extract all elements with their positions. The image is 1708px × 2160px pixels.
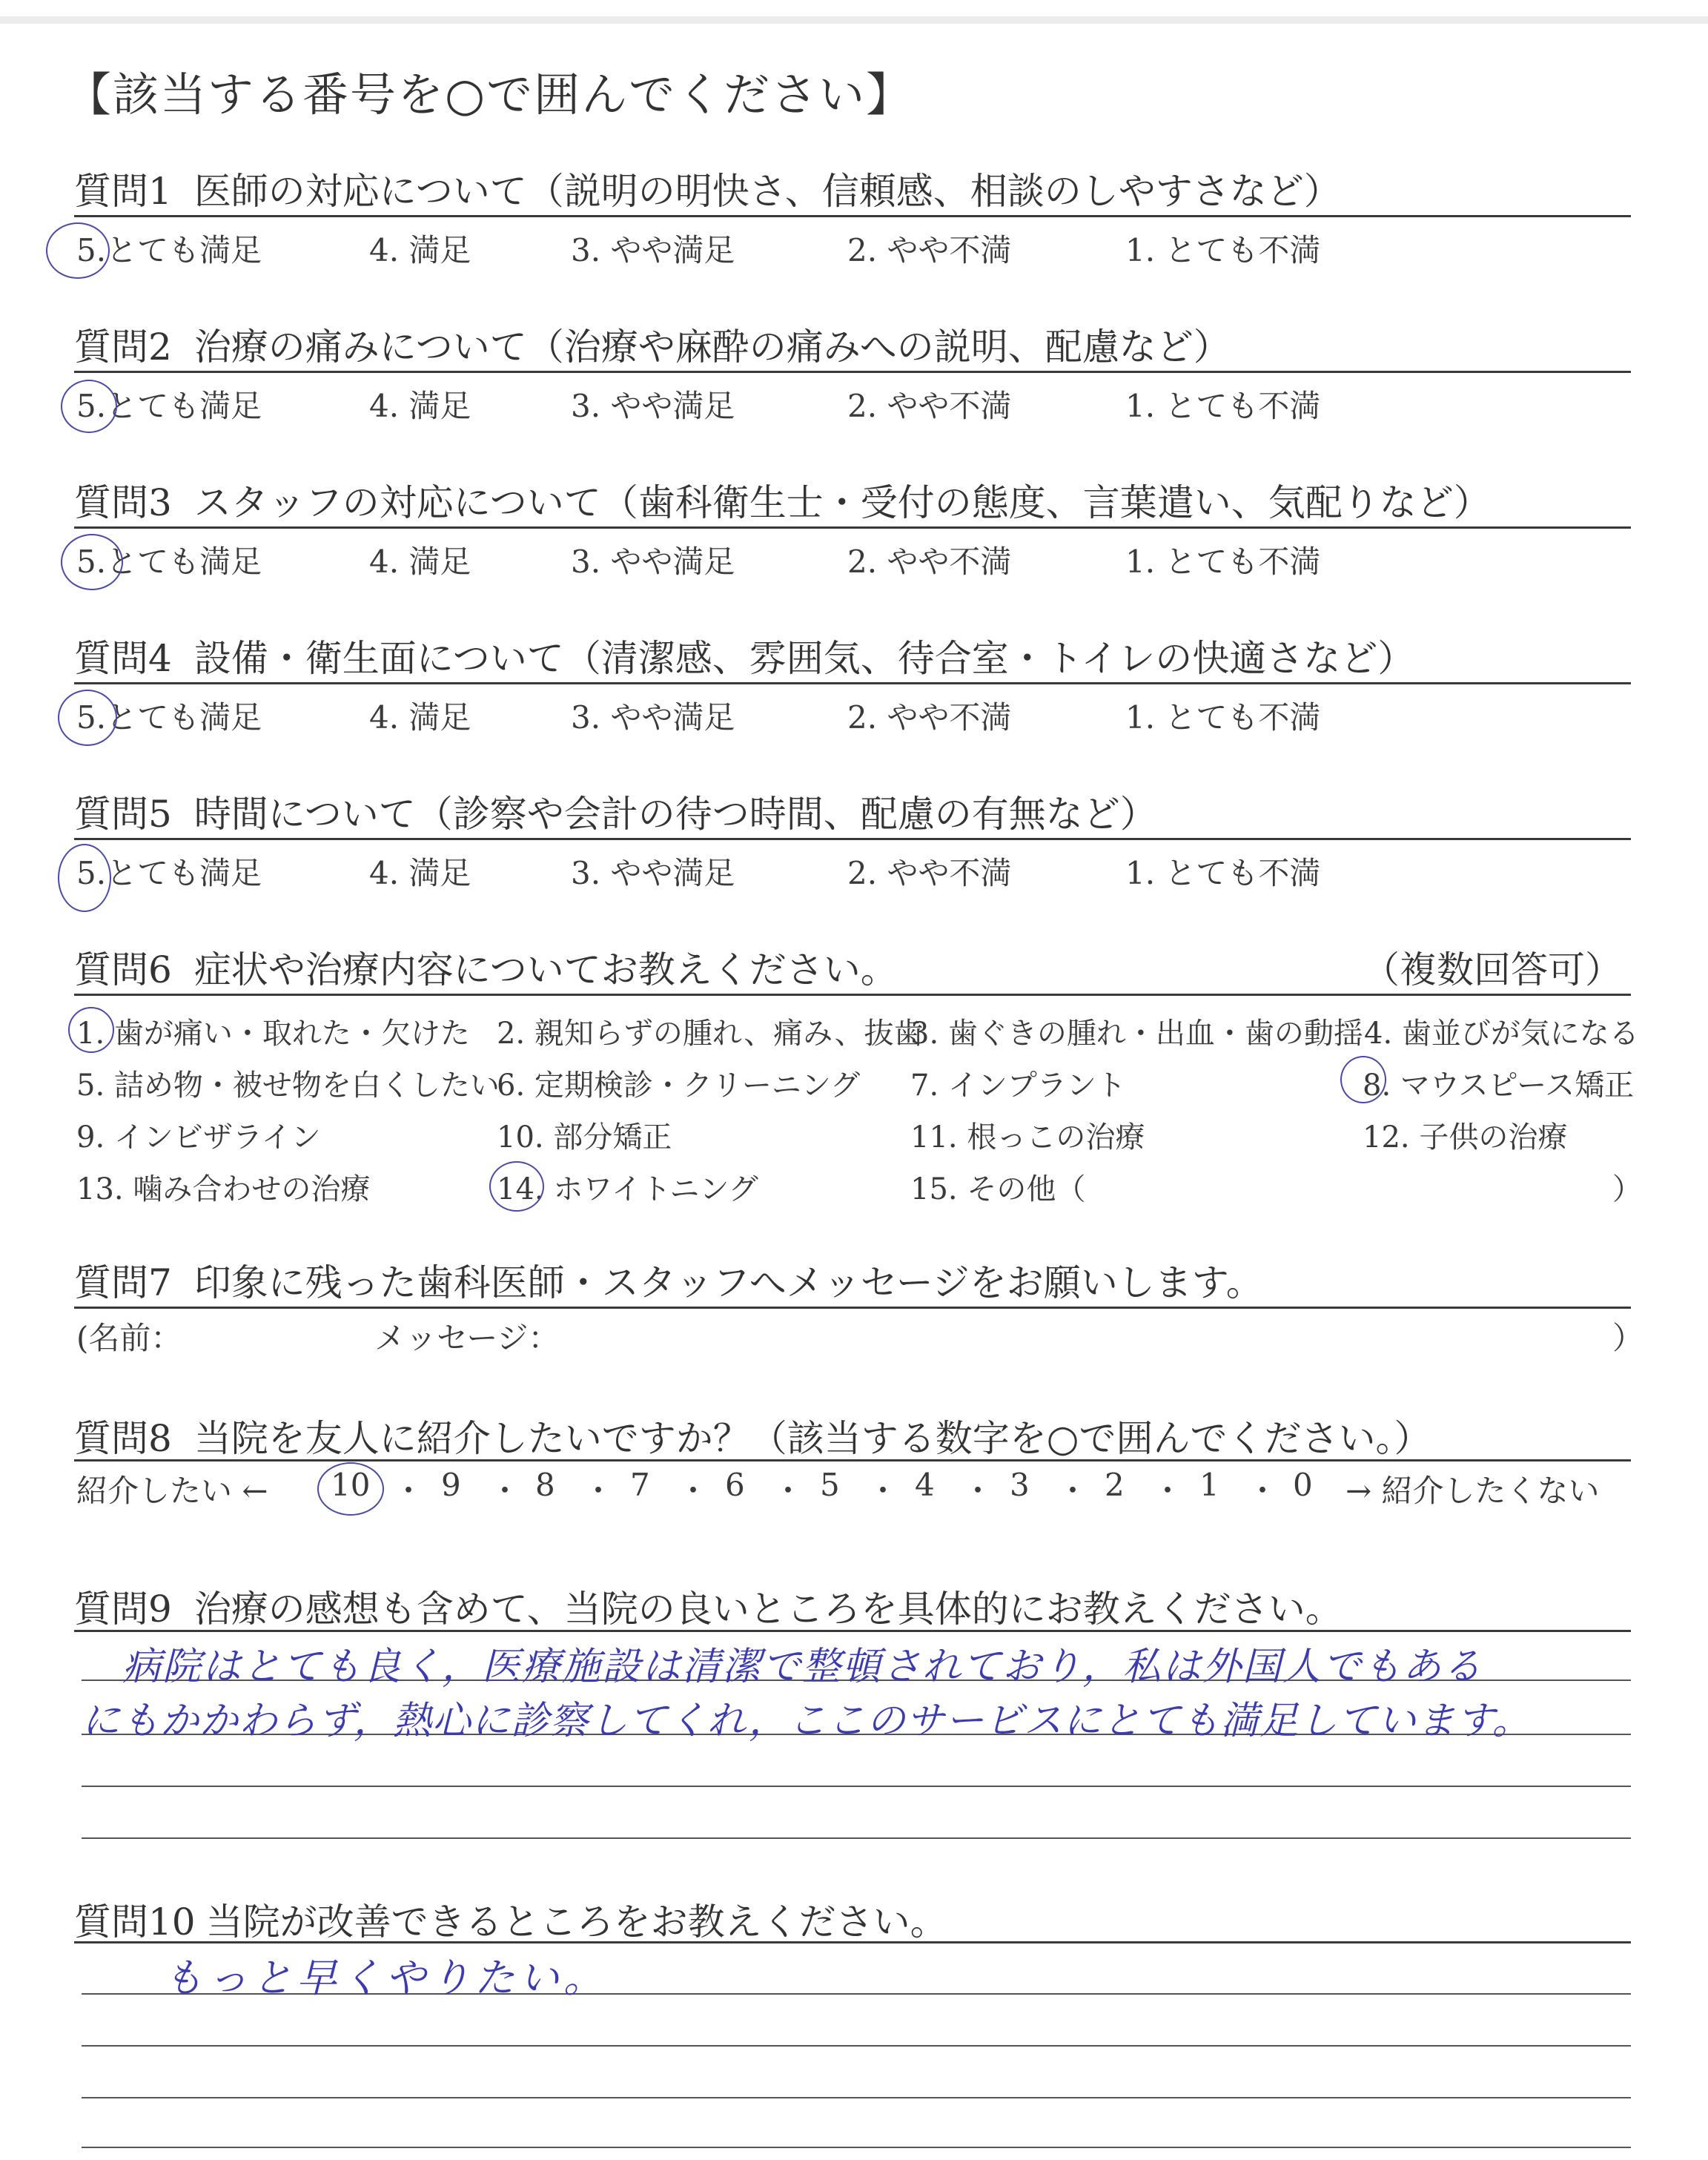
q7-close-paren: ） — [1612, 1320, 1644, 1356]
question-1-number: 質問1 — [74, 170, 172, 213]
q7-name-label: (名前： — [76, 1320, 182, 1356]
question-9-number: 質問9 — [74, 1588, 172, 1631]
q1-selection-circle — [46, 222, 110, 279]
question-6-note: （複数回答可） — [1363, 948, 1622, 991]
question-4-rule — [74, 682, 1631, 684]
q6-selection-circle-14 — [489, 1161, 544, 1212]
q4-option-3[interactable]: 3. やや満足 — [571, 699, 735, 736]
question-4-text: 設備・衛生面について（清潔感、雰囲気、待合室・トイレの快適さなど） — [193, 637, 1415, 680]
q7-message-label: メッセージ： — [374, 1320, 560, 1356]
question-3-rule — [74, 526, 1631, 529]
q3-option-5[interactable]: 5.とても満足 — [76, 544, 262, 580]
question-3-text: スタッフの対応について（歯科衛生士・受付の態度、言葉遣い、気配りなど） — [193, 481, 1491, 524]
q8-dot: ・ — [1152, 1473, 1184, 1509]
q6-option-8[interactable]: 8. マウスピース矯正 — [1363, 1069, 1635, 1103]
q8-dot: ・ — [583, 1473, 615, 1509]
q6-option-4[interactable]: 4. 歯並びが気になる — [1364, 1017, 1639, 1051]
q6-option-14[interactable]: 14. ホワイトニング — [497, 1172, 758, 1206]
q8-number-7[interactable]: 7 — [630, 1467, 650, 1503]
question-3-number: 質問3 — [74, 481, 172, 524]
q3-option-4[interactable]: 4. 満足 — [369, 544, 471, 580]
question-10-number: 質問10 — [74, 1900, 196, 1943]
question-1-text: 医師の対応について（説明の明快さ、信頼感、相談のしやすさなど） — [193, 170, 1341, 213]
q8-dot: ・ — [1057, 1473, 1089, 1509]
q2-option-5[interactable]: 5.とても満足 — [76, 388, 262, 424]
q9-answer-line — [82, 1786, 1631, 1787]
q2-selection-circle — [61, 380, 117, 433]
question-8-title — [74, 1409, 1431, 1462]
q8-number-2[interactable]: 2 — [1105, 1467, 1125, 1503]
q5-option-1[interactable]: 1. とても不満 — [1125, 855, 1321, 891]
q8-right-label: → 紹介したくない — [1345, 1473, 1600, 1509]
question-4-title — [74, 629, 1414, 682]
q8-dot: ・ — [678, 1473, 709, 1509]
q1-option-4[interactable]: 4. 満足 — [369, 232, 471, 268]
q8-number-3[interactable]: 3 — [1010, 1467, 1030, 1503]
question-5-title — [74, 785, 1157, 838]
q2-option-1[interactable]: 1. とても不満 — [1125, 388, 1321, 424]
q8-number-10[interactable]: 10 — [331, 1467, 371, 1503]
q8-dot: ・ — [867, 1473, 899, 1509]
q8-number-9[interactable]: 9 — [441, 1467, 461, 1503]
q6-selection-circle-8 — [1340, 1056, 1386, 1103]
q8-dot: ・ — [962, 1473, 994, 1509]
q8-number-6[interactable]: 6 — [725, 1467, 745, 1503]
q8-number-8[interactable]: 8 — [535, 1467, 555, 1503]
q4-option-4[interactable]: 4. 満足 — [369, 699, 471, 736]
question-2-text: 治療の痛みについて（治療や麻酔の痛みへの説明、配慮など） — [193, 326, 1231, 369]
q8-left-label: 紹介したい ← — [76, 1473, 268, 1509]
question-6-number: 質問6 — [74, 948, 172, 991]
q5-option-2[interactable]: 2. やや不満 — [847, 855, 1012, 891]
question-2-number: 質問2 — [74, 326, 172, 369]
q3-option-1[interactable]: 1. とても不満 — [1125, 544, 1321, 580]
q6-option-7[interactable]: 7. インプラント — [910, 1069, 1126, 1103]
q2-option-4[interactable]: 4. 満足 — [369, 388, 471, 424]
q8-dot: ・ — [772, 1473, 804, 1509]
q5-selection-circle — [58, 844, 111, 912]
question-7-number: 質問7 — [74, 1261, 172, 1304]
question-8-rule — [74, 1459, 1631, 1462]
q10-answer-line — [82, 2147, 1631, 2148]
q6-option-12[interactable]: 12. 子供の治療 — [1363, 1120, 1568, 1155]
question-5-number: 質問5 — [74, 793, 172, 836]
question-10-rule — [74, 1941, 1631, 1943]
question-5-text: 時間について（診察や会計の待つ時間、配慮の有無など） — [193, 793, 1157, 836]
q1-option-1[interactable]: 1. とても不満 — [1125, 232, 1321, 268]
question-6-text: 症状や治療内容についてお教えください。 — [193, 948, 898, 991]
question-9-text: 治療の感想も含めて、当院の良いところを具体的にお教えください。 — [193, 1588, 1343, 1631]
q5-option-3[interactable]: 3. やや満足 — [571, 855, 735, 891]
q8-selection-circle — [317, 1462, 384, 1516]
q1-option-3[interactable]: 3. やや満足 — [571, 232, 735, 268]
q6-option-5[interactable]: 5. 詰め物・被せ物を白くしたい — [76, 1069, 500, 1103]
question-9-title — [74, 1579, 1343, 1633]
q5-option-5[interactable]: 5.とても満足 — [76, 855, 262, 891]
q8-dot: ・ — [393, 1473, 425, 1509]
question-4-number: 質問4 — [74, 637, 172, 680]
q6-option-2[interactable]: 2. 親知らずの腫れ、痛み、抜歯 — [497, 1017, 924, 1051]
q1-option-2[interactable]: 2. やや不満 — [847, 232, 1012, 268]
q10-handwritten-answer: もっと早くやりたい。 — [163, 1955, 608, 2001]
question-8-number: 質問8 — [74, 1417, 172, 1460]
question-7-text: 印象に残った歯科医師・スタッフへメッセージをお願いします。 — [193, 1261, 1263, 1304]
question-7-rule — [74, 1307, 1631, 1309]
q6-option-3[interactable]: 3. 歯ぐきの腫れ・出血・歯の動揺 — [910, 1017, 1363, 1051]
q6-option-13[interactable]: 13. 噛み合わせの治療 — [76, 1172, 371, 1206]
q8-number-1[interactable]: 1 — [1199, 1467, 1219, 1503]
q8-number-0[interactable]: 0 — [1293, 1467, 1313, 1503]
q6-option-9[interactable]: 9. インビザライン — [76, 1120, 321, 1155]
q8-dot: ・ — [489, 1473, 521, 1509]
q3-selection-circle — [61, 534, 123, 590]
q1-option-5[interactable]: 5.とても満足 — [76, 232, 262, 268]
q10-answer-line — [82, 2097, 1631, 2098]
q3-option-2[interactable]: 2. やや不満 — [847, 544, 1012, 580]
q4-option-5[interactable]: 5.とても満足 — [76, 699, 262, 736]
q8-dot: ・ — [1247, 1473, 1279, 1509]
question-6-title — [74, 940, 898, 994]
question-6-rule — [74, 994, 1631, 996]
q8-number-4[interactable]: 4 — [915, 1467, 935, 1503]
question-8-text: 当院を友人に紹介したいですか？（該当する数字を○で囲んでください。） — [193, 1417, 1431, 1460]
q2-option-2[interactable]: 2. やや不満 — [847, 388, 1012, 424]
q6-option-11[interactable]: 11. 根っこの治療 — [910, 1120, 1145, 1155]
q6-selection-circle-1 — [68, 1007, 114, 1053]
q9-answer-line — [82, 1837, 1631, 1839]
q9-handwritten-line-2: にもかかわらず，熱心に診察してくれ，ここのサービスにとても満足しています。 — [82, 1699, 1532, 1743]
q6-option-6[interactable]: 6. 定期検診・クリーニング — [497, 1069, 861, 1103]
q8-number-5[interactable]: 5 — [820, 1467, 840, 1503]
question-1-title — [74, 162, 1341, 215]
q5-option-4[interactable]: 4. 満足 — [369, 855, 471, 891]
question-7-title — [74, 1253, 1263, 1307]
page-title: 【該当する番号を○で囲んでください】 — [65, 67, 914, 122]
question-10-text: 当院が改善できるところをお教えください。 — [205, 1900, 947, 1943]
q2-option-3[interactable]: 3. やや満足 — [571, 388, 735, 424]
question-10-title — [74, 1892, 947, 1946]
q6-option-1[interactable]: 1. 歯が痛い・取れた・欠けた — [76, 1017, 470, 1051]
question-9-rule — [74, 1630, 1631, 1632]
question-2-title — [74, 317, 1231, 371]
question-2-rule — [74, 371, 1631, 373]
question-5-rule — [74, 838, 1631, 840]
q3-option-3[interactable]: 3. やや満足 — [571, 544, 735, 580]
question-1-rule — [74, 215, 1631, 217]
q10-answer-line — [82, 2045, 1631, 2047]
q6-option-10[interactable]: 10. 部分矯正 — [497, 1120, 672, 1155]
scan-top-band — [0, 16, 1708, 24]
q6-option-15[interactable]: 15. その他（ — [910, 1172, 1086, 1206]
q4-selection-circle — [58, 690, 117, 746]
q9-handwritten-line-1: 病院はとても良く，医療施設は清潔で整頓されており，私は外国人でもある — [122, 1645, 1483, 1689]
q6-other-close: ） — [1612, 1172, 1642, 1206]
q4-option-1[interactable]: 1. とても不満 — [1125, 699, 1321, 736]
question-3-title — [74, 473, 1491, 526]
q4-option-2[interactable]: 2. やや不満 — [847, 699, 1012, 736]
